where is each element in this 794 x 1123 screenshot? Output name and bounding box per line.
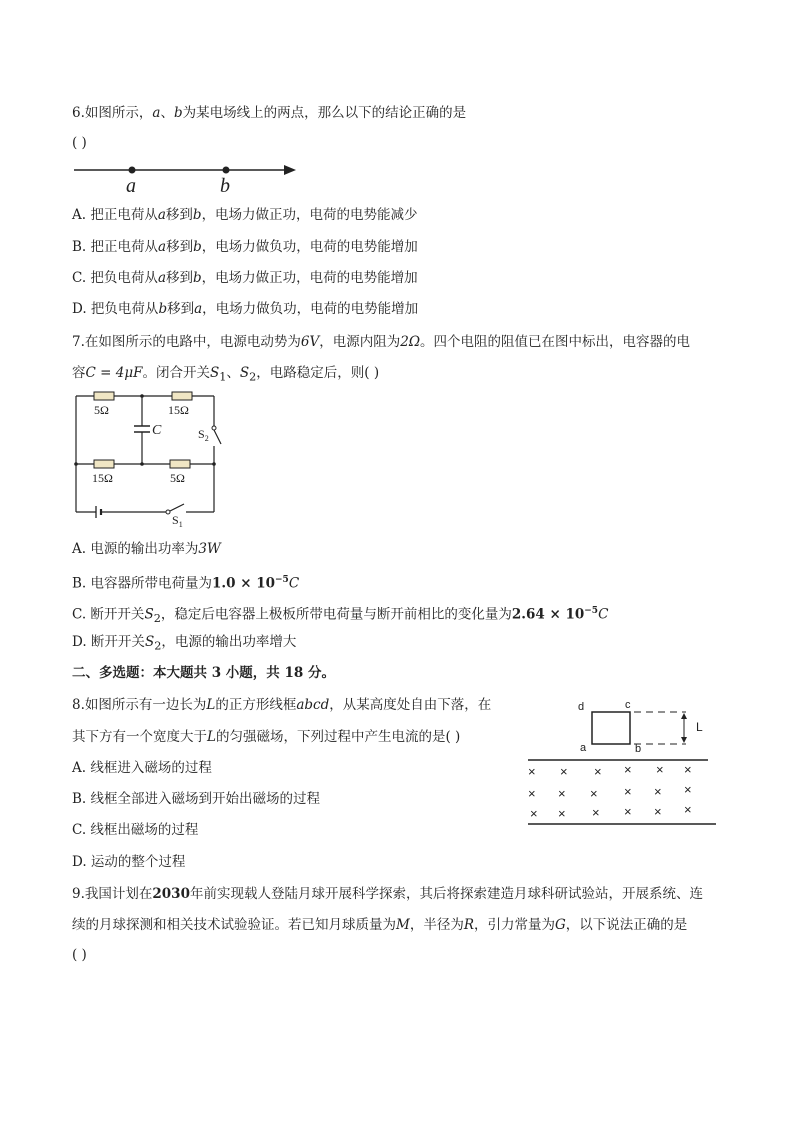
- q7-option-c[interactable]: C. 断开开关$S_2$，稳定后电容器上极板所带电荷量与断开前相比的变化量为$2.64 \times 10^{-5}C$: [72, 606, 609, 626]
- q6-label-a: a: [126, 175, 136, 197]
- q7-r-bot-right: 5Ω: [170, 471, 185, 485]
- q7-s2-label: $S_2$: [198, 427, 209, 443]
- q7-r-top-right: 15Ω: [168, 403, 189, 417]
- svg-text:×: ×: [624, 804, 632, 819]
- q7-stem-line2: 容C = 4μF。闭合开关$S_1$、$S_2$，电路稳定后，则( ): [72, 365, 380, 384]
- svg-text:×: ×: [654, 784, 662, 799]
- q6-stem: 6.如图所示，a、b为某电场线上的两点，那么以下的结论正确的是: [72, 105, 467, 121]
- q7-s1-label: $S_1$: [172, 513, 183, 529]
- q8-label-a: a: [580, 742, 587, 754]
- svg-text:×: ×: [656, 762, 664, 777]
- q9-paren: ( ): [72, 947, 87, 963]
- q8-label-b: b: [635, 743, 642, 755]
- svg-text:×: ×: [684, 802, 692, 817]
- q7-cap-label: C: [152, 423, 162, 438]
- svg-text:×: ×: [528, 764, 536, 779]
- svg-text:×: ×: [590, 786, 598, 801]
- q8-label-c: c: [625, 699, 631, 711]
- section-2-title: 二、多选题：本大题共 3 小题，共 18 分。: [72, 665, 335, 681]
- q7-circuit-figure: [72, 388, 232, 533]
- svg-text:×: ×: [624, 784, 632, 799]
- q6-paren: ( ): [72, 135, 87, 151]
- svg-text:×: ×: [624, 762, 632, 777]
- q7-option-a[interactable]: A. 电源的输出功率为3W: [72, 541, 221, 557]
- svg-text:×: ×: [684, 782, 692, 797]
- svg-text:×: ×: [558, 806, 566, 821]
- svg-text:×: ×: [528, 786, 536, 801]
- svg-text:×: ×: [684, 762, 692, 777]
- svg-text:×: ×: [530, 806, 538, 821]
- q8-stem-line1: 8.如图所示有一边长为L的正方形线框abcd，从某高度处自由下落，在: [72, 697, 492, 713]
- svg-text:×: ×: [592, 805, 600, 820]
- q6-option-d[interactable]: D. 把负电荷从b移到a，电场力做负功，电荷的电势能增加: [72, 301, 419, 317]
- q7-r-bot-left: 15Ω: [92, 471, 113, 485]
- svg-text:×: ×: [594, 764, 602, 779]
- q8-label-d: d: [578, 701, 585, 713]
- q8-magnetic-field-figure: [524, 694, 720, 830]
- svg-text:×: ×: [654, 804, 662, 819]
- q9-stem-line1: 9.我国计划在2030年前实现载人登陆月球开展科学探索，其后将探索建造月球科研试验站，开展系统、连: [72, 886, 703, 902]
- q7-option-d[interactable]: D. 断开开关$S_2$，电源的输出功率增大: [72, 634, 297, 653]
- svg-text:×: ×: [560, 764, 568, 779]
- q8-option-a[interactable]: A. 线框进入磁场的过程: [72, 760, 212, 776]
- q8-option-b[interactable]: B. 线框全部进入磁场到开始出磁场的过程: [72, 791, 321, 807]
- q8-option-d[interactable]: D. 运动的整个过程: [72, 854, 186, 870]
- q6-option-b[interactable]: B. 把正电荷从a移到b，电场力做负功，电荷的电势能增加: [72, 239, 418, 255]
- q9-stem-line2: 续的月球探测和相关技术试验验证。若已知月球质量为M，半径为R，引力常量为G，以下说法正确的是: [72, 917, 688, 933]
- q8-stem-line2: 其下方有一个宽度大于L的匀强磁场，下列过程中产生电流的是( ): [72, 729, 461, 745]
- q7-r-top-left: 5Ω: [94, 403, 109, 417]
- q7-stem-line1: 7.在如图所示的电路中，电源电动势为6V，电源内阻为2Ω。四个电阻的阻值已在图中标出，电容器的电: [72, 334, 691, 350]
- q6-option-c[interactable]: C. 把负电荷从a移到b，电场力做正功，电荷的电势能增加: [72, 270, 418, 286]
- q8-option-c[interactable]: C. 线框出磁场的过程: [72, 822, 199, 838]
- q6-field-line-figure: [72, 158, 302, 198]
- q8-label-L: L: [696, 720, 703, 734]
- svg-text:×: ×: [558, 786, 566, 801]
- q8-field-crosses: [528, 762, 692, 821]
- q7-option-b[interactable]: B. 电容器所带电荷量为$1.0 \times 10^{-5}C$: [72, 575, 300, 592]
- q6-option-a[interactable]: A. 把正电荷从a移到b，电场力做正功，电荷的电势能减少: [72, 207, 418, 223]
- q6-label-b: b: [220, 175, 230, 197]
